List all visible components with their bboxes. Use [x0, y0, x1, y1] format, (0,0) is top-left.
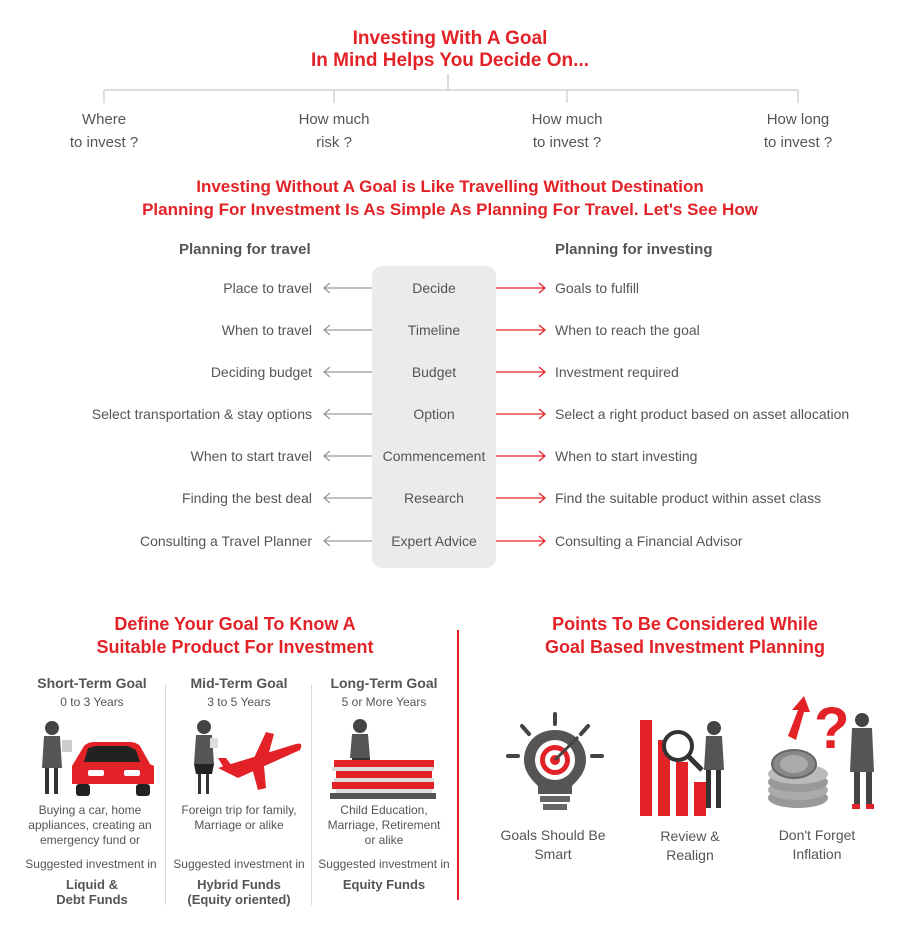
- arrow-right-icon: [496, 409, 545, 419]
- books-icon: [330, 760, 436, 799]
- goal-mid-term: [164, 675, 314, 709]
- goals-title-line1: Define Your Goal To Know A: [114, 614, 356, 634]
- suggested-label: Suggested investment in: [318, 857, 450, 871]
- car-icon: [72, 742, 154, 796]
- page-title-line1: Investing With A Goal: [352, 28, 548, 49]
- arrow-left-icon: [324, 536, 372, 546]
- step-research: Research: [404, 490, 464, 506]
- goal-title: Long-Term Goal: [330, 675, 438, 691]
- goal-desc-line: Marriage or alike: [194, 818, 284, 832]
- goal-desc-line: Foreign trip for family,: [181, 803, 297, 817]
- goal-title: Mid-Term Goal: [190, 675, 288, 691]
- goals-title: [60, 613, 410, 659]
- question-line: risk ?: [316, 134, 352, 151]
- svg-text:?: ?: [814, 696, 850, 761]
- travel-item-place: Place to travel: [223, 280, 312, 296]
- travel-heading: Planning for travel: [179, 241, 311, 258]
- goal-desc-line: emergency fund or: [39, 833, 141, 847]
- suggested-label: Suggested investment in: [173, 857, 305, 871]
- fund-hybrid: [164, 877, 314, 907]
- goal-divider: [311, 685, 312, 905]
- travel-item-when: When to travel: [221, 322, 312, 338]
- goal-desc-line: Marriage, Retirement: [327, 818, 441, 832]
- point-review: [625, 827, 755, 865]
- question-line: Where: [81, 111, 127, 128]
- arrow-left-icon: [324, 409, 372, 419]
- question-line: to invest ?: [763, 134, 833, 151]
- arrow-left-icon: [324, 451, 372, 461]
- question-line: to invest ?: [69, 134, 139, 151]
- goal-desc: [164, 803, 314, 833]
- goal-short-term: [17, 675, 167, 709]
- arrow-right-icon: [496, 283, 545, 293]
- fund-liquid-debt: [17, 877, 167, 907]
- analogy-title-line2: Planning For Investment Is As Simple As Planning For Travel. Let's See How: [142, 200, 758, 219]
- point-smart: [488, 826, 618, 864]
- person-icon: [850, 713, 874, 809]
- fund-line: Equity Funds: [342, 877, 426, 892]
- point-line: Goals Should Be: [500, 827, 606, 843]
- point-line: Realign: [666, 847, 714, 863]
- coins-inflation-icon: [764, 690, 884, 818]
- points-title-line2: Goal Based Investment Planning: [544, 637, 826, 657]
- invest-item-start: When to start investing: [555, 448, 698, 464]
- goal-desc-line: Child Education,: [340, 803, 428, 817]
- goal-long-term: [309, 675, 459, 709]
- question-line: How much: [531, 111, 603, 128]
- investing-heading: Planning for investing: [555, 241, 713, 258]
- step-decide: Decide: [412, 280, 456, 296]
- invest-item-suitable: Find the suitable product within asset class: [555, 490, 822, 506]
- travel-item-planner: Consulting a Travel Planner: [140, 533, 312, 549]
- arrow-left-icon: [324, 283, 372, 293]
- goal-title: Short-Term Goal: [37, 675, 147, 691]
- point-line: Don't Forget: [778, 827, 856, 843]
- travel-item-deal: Finding the best deal: [182, 490, 312, 506]
- travel-item-budget: Deciding budget: [210, 364, 312, 380]
- person-icon: [42, 721, 72, 794]
- fund-line: Liquid &: [66, 877, 118, 892]
- goal-desc-line: or alike: [364, 833, 404, 847]
- invest-item-product: Select a right product based on asset allocation: [555, 406, 850, 422]
- arrow-left-icon: [324, 493, 372, 503]
- suggested-label: Suggested investment in: [25, 857, 157, 871]
- arrow-right-icon: [496, 367, 545, 377]
- step-expert-advice: Expert Advice: [391, 533, 477, 549]
- goals-title-line2: Suitable Product For Investment: [96, 637, 374, 657]
- target-bulb-icon: [500, 710, 610, 820]
- analogy-title-line1: Investing Without A Goal is Like Travelling Without Destination: [196, 177, 704, 196]
- arrow-right-icon: [496, 325, 545, 335]
- point-line: Inflation: [792, 846, 842, 862]
- step-option: Option: [413, 406, 455, 422]
- goal-years: 0 to 3 Years: [60, 695, 124, 709]
- page-title-line2: In Mind Helps You Decide On...: [311, 50, 589, 71]
- person-icon: [704, 721, 724, 808]
- goal-desc: [15, 803, 165, 848]
- airplane-icon: [218, 732, 301, 790]
- point-line: Smart: [534, 846, 572, 862]
- points-title: [490, 613, 880, 659]
- invest-item-advisor: Consulting a Financial Advisor: [555, 533, 743, 549]
- plane-person-illustration: [188, 718, 308, 800]
- point-line: Review &: [660, 828, 720, 844]
- question-line: to invest ?: [532, 134, 602, 151]
- travel-item-start: When to start travel: [190, 448, 312, 464]
- fund-equity: [309, 877, 459, 892]
- fund-line: Debt Funds: [56, 892, 128, 907]
- invest-item-required: Investment required: [555, 364, 679, 380]
- goal-desc-line: Buying a car, home: [38, 803, 142, 817]
- goal-years: 5 or More Years: [341, 695, 427, 709]
- arrow-right-icon: [496, 536, 545, 546]
- invest-item-when-reach: When to reach the goal: [555, 322, 700, 338]
- question-line: How much: [298, 111, 370, 128]
- invest-item-goals: Goals to fulfill: [555, 280, 640, 296]
- step-timeline: Timeline: [407, 322, 461, 338]
- books-person-illustration: [330, 718, 440, 800]
- goal-divider: [165, 685, 166, 905]
- goal-desc-line: appliances, creating an: [28, 818, 152, 832]
- person-icon: [194, 720, 218, 794]
- arrow-right-icon: [496, 493, 545, 503]
- step-budget: Budget: [411, 364, 457, 380]
- question-line: How long: [766, 111, 830, 128]
- step-commencement: Commencement: [382, 448, 486, 464]
- chart-review-icon: [636, 712, 746, 820]
- points-title-line1: Points To Be Considered While: [552, 614, 818, 634]
- goal-years: 3 to 5 Years: [207, 695, 271, 709]
- car-person-illustration: [30, 718, 160, 800]
- point-inflation: [752, 826, 882, 864]
- arrow-left-icon: [324, 367, 372, 377]
- travel-item-transport: Select transportation & stay options: [91, 406, 312, 422]
- arrow-left-icon: [324, 325, 372, 335]
- fund-line: (Equity oriented): [187, 892, 291, 907]
- goal-desc: [309, 803, 459, 848]
- arrow-right-icon: [496, 451, 545, 461]
- fund-line: Hybrid Funds: [197, 877, 281, 892]
